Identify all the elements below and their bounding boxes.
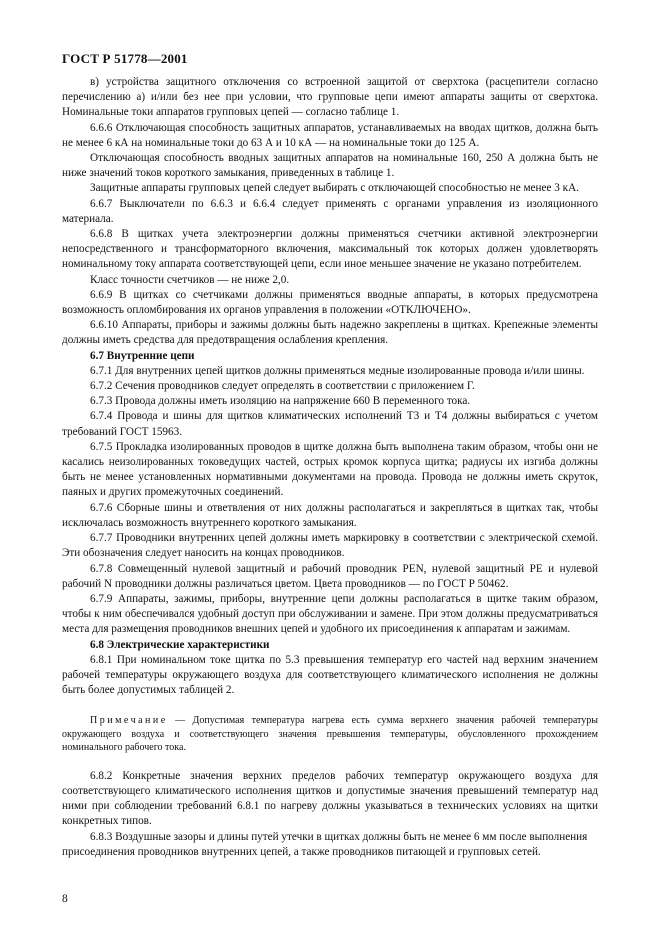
clause-6-7-8: 6.7.8 Совмещенный нулевой защитный и рабочий проводник PEN, нулевой защитный PE и нулевой рабочий N проводники должны различаться цветом. Цвета проводников — по ГОСТ Р 50462. <box>62 562 598 590</box>
clause-6-7-7: 6.7.7 Проводники внутренних цепей должны иметь маркировку в соответствии с электрической схемой. Эти обозначения следует наносить на концах проводников. <box>62 532 598 560</box>
note-text: — Допустимая температура нагрева есть сумма верхнего значения рабочей температуры окружающего воздуха и соответствующего значения превышения температуры, обусловленного прохождением номинального рабочего тока. <box>62 715 598 754</box>
clause-6-6-6: 6.6.6 Отключающая способность защитных аппаратов, устанавливаемых на вводах щитков, должна быть не менее 6 кА на номинальные токи до 63 А и 10 кА — на номинальные токи до 125 А. <box>62 121 598 149</box>
document-header: ГОСТ Р 51778—2001 <box>62 51 188 66</box>
clause-6-8-3: 6.8.3 Воздушные зазоры и длины путей утечки в щитках должны быть не менее 6 мм после выполнения присоединения проводников внутренних цепей, а также проводников питающей и групповых сетей. <box>62 830 588 858</box>
clause-6-8-1: 6.8.1 При номинальном токе щитка по 5.3 превышения температур его частей над верхним значением рабочей температуры окружающего воздуха для соответствующего климатического исполнения не должны быть более допустимых таблицей 2. <box>62 653 598 697</box>
clause-6-6-8: 6.6.8 В щитках учета электроэнергии должны применяться счетчики активной электроэнергии непосредственного и трансформаторного включения, максимальный ток которых должен удовлетворять номинальному току аппарата соответствующей цепи, если иное меньшее значение не указано потребителем. <box>62 228 598 271</box>
clause-6-7-9: 6.7.9 Аппараты, зажимы, приборы, внутренние цепи должны располагаться в щитке таким образом, чтобы к ним обеспечивался удобный доступ при обслуживании и замене. При этом должны предусматриваться места для размещения проводников внешних цепей и удобного их присоединения к аппаратам и зажимам. <box>62 592 598 636</box>
clause-6-7-3: 6.7.3 Провода должны иметь изоляцию на напряжение 660 В переменного тока. <box>90 395 471 408</box>
paragraph: в) устройства защитного отключения со встроенной защитой от сверхтока (расцепители согласно перечислению а) и/или без нее при условии, что групповые цепи имеют аппараты защиты от сверхтока. Номинальные токи аппаратов групповых цепей — согласно таблице 1. <box>62 76 598 119</box>
note-paragraph <box>62 714 598 755</box>
section-heading-6-8: 6.8 Электрические характеристики <box>90 638 270 651</box>
paragraph: Защитные аппараты групповых цепей следует выбирать с отключающей способностью не менее 3 кА. <box>90 182 579 195</box>
section-heading-6-7: 6.7 Внутренние цепи <box>90 349 195 362</box>
note-label: Примечание <box>90 715 168 727</box>
clause-6-6-7: 6.6.7 Выключатели по 6.6.3 и 6.6.4 следует применять с органами управления из изоляционного материала. <box>62 197 598 225</box>
clause-6-7-1: 6.7.1 Для внутренних цепей щитков должны применяться медные изолированные провода и/или шины. <box>90 364 585 377</box>
clause-6-7-5: 6.7.5 Прокладка изолированных проводов в щитке должна быть выполнена таким образом, чтобы они не касались неизолированных токоведущих частей, острых кромок корпуса щитка; радиусы их изгиба должны быть не менее установленных нормативными документами на провода. Провода не должны иметь скруток, паяных и других промежуточных соединений. <box>62 440 598 499</box>
paragraph: Класс точности счетчиков — не ниже 2,0. <box>90 273 290 286</box>
clause-6-7-4: 6.7.4 Провода и шины для щитков климатических исполнений Т3 и Т4 должны выбираться с учетом требований ГОСТ 15963. <box>62 410 598 438</box>
page-number: 8 <box>62 893 68 905</box>
clause-6-6-9: 6.6.9 В щитках со счетчиками должны применяться вводные аппараты, в которых предусмотрена возможность опломбирования их органов управления в положении «ОТКЛЮЧЕНО». <box>62 288 598 317</box>
clause-6-8-2: 6.8.2 Конкретные значения верхних пределов рабочих температур окружающего воздуха для соответствующего климатического исполнения щитков и допустимые значения превышений температур над ними при соблюдении требований 6.8.1 по нагреву должны указываться в технических условиях на щитки конкретных типов. <box>62 769 598 828</box>
clause-6-6-10: 6.6.10 Аппараты, приборы и зажимы должны быть надежно закреплены в щитках. Крепежные элементы должны иметь средства для предотвращения ослабления крепления. <box>62 319 598 347</box>
note-block <box>62 714 598 755</box>
document-body <box>62 75 598 860</box>
clause-6-7-2: 6.7.2 Сечения проводников следует определять в соответствии с приложением Г. <box>90 380 475 393</box>
paragraph: Отключающая способность вводных защитных аппаратов на номинальные 160, 250 А должна быть не ниже значений токов короткого замыкания, приведенных в таблице 1. <box>62 152 598 180</box>
clause-6-7-6: 6.7.6 Сборные шины и ответвления от них должны располагаться и закрепляться в щитках так, чтобы исключалась возможность внутреннего короткого замыкания. <box>62 501 598 529</box>
